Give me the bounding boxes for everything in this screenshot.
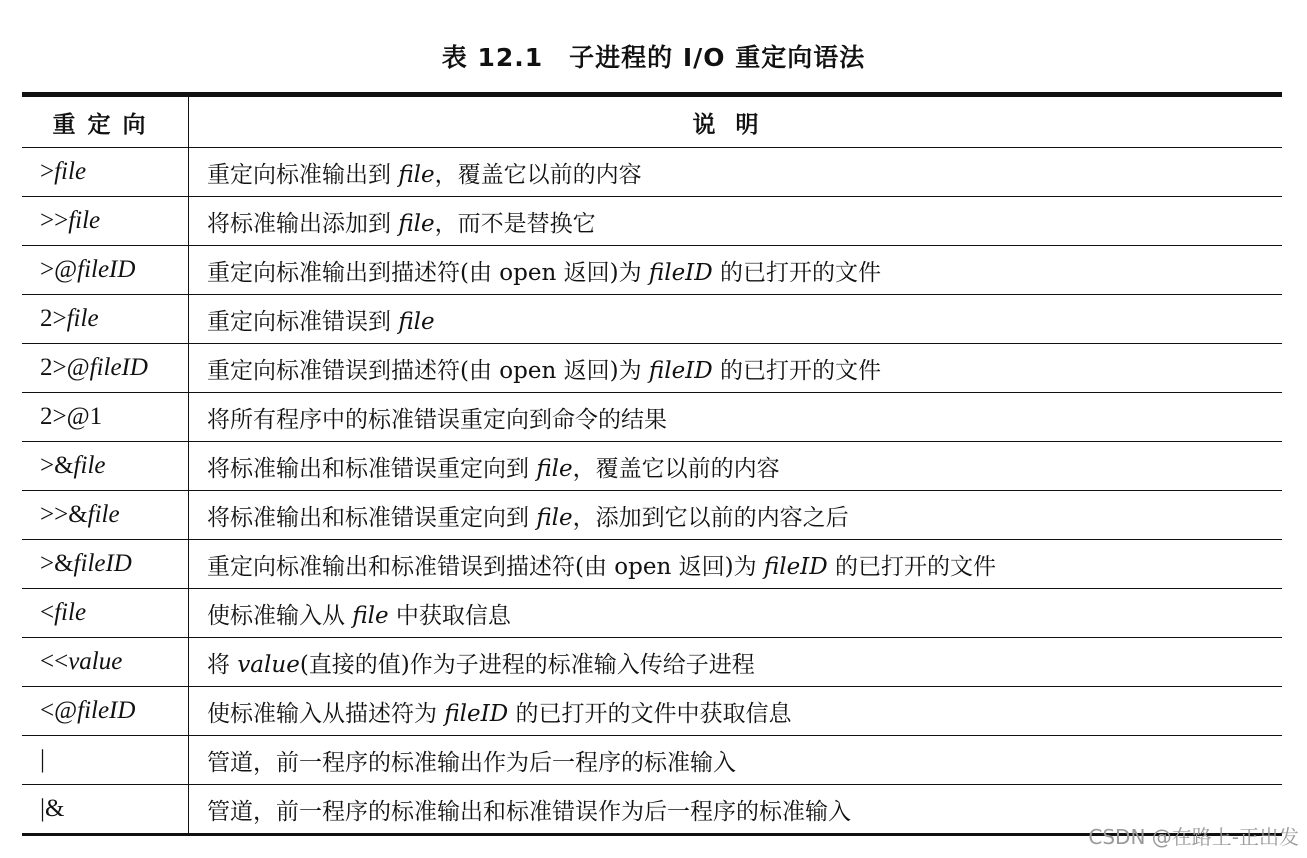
description-cell: 重定向标准错误到描述符(由 open 返回)为 fileID 的已打开的文件: [189, 344, 1283, 393]
redirect-cell: >file: [22, 148, 189, 197]
table-row: [22, 589, 1282, 638]
table-row: [22, 344, 1282, 393]
redirect-cell: 2>file: [22, 295, 189, 344]
table-row: [22, 197, 1282, 246]
redirect-cell: 2>@1: [22, 393, 189, 442]
description-cell: 使标准输入从描述符为 fileID 的已打开的文件中获取信息: [189, 687, 1283, 736]
redirect-cell: <@fileID: [22, 687, 189, 736]
description-cell: 重定向标准输出到描述符(由 open 返回)为 fileID 的已打开的文件: [189, 246, 1283, 295]
description-cell: 将标准输出和标准错误重定向到 file，添加到它以前的内容之后: [189, 491, 1283, 540]
table-row: [22, 687, 1282, 736]
header-redirect: 重定向: [22, 95, 189, 148]
description-cell: 管道，前一程序的标准输出作为后一程序的标准输入: [189, 736, 1283, 785]
description-cell: 将 value(直接的值)作为子进程的标准输入传给子进程: [189, 638, 1283, 687]
table-title: 表 12.1 子进程的 I/O 重定向语法: [441, 43, 866, 72]
redirect-cell: >&file: [22, 442, 189, 491]
redirect-cell: |: [22, 736, 189, 785]
table-row: [22, 736, 1282, 785]
redirection-table: [22, 92, 1282, 836]
table-row: [22, 295, 1282, 344]
table-row: [22, 442, 1282, 491]
description-cell: 重定向标准输出到 file，覆盖它以前的内容: [189, 148, 1283, 197]
redirect-cell: >&fileID: [22, 540, 189, 589]
redirect-cell: |&: [22, 785, 189, 835]
description-cell: 管道，前一程序的标准输出和标准错误作为后一程序的标准输入: [189, 785, 1283, 835]
description-cell: 将所有程序中的标准错误重定向到命令的结果: [189, 393, 1283, 442]
watermark: CSDN @在路上-正出发: [1088, 825, 1299, 849]
redirect-cell: <file: [22, 589, 189, 638]
description-cell: 重定向标准错误到 file: [189, 295, 1283, 344]
description-cell: 将标准输出添加到 file，而不是替换它: [189, 197, 1283, 246]
redirect-cell: <<value: [22, 638, 189, 687]
table-row: [22, 540, 1282, 589]
table-row: [22, 246, 1282, 295]
table-row: [22, 393, 1282, 442]
redirect-cell: >>&file: [22, 491, 189, 540]
table-row: [22, 148, 1282, 197]
table-row: [22, 638, 1282, 687]
header-row: [22, 95, 1282, 148]
table-row: [22, 491, 1282, 540]
description-cell: 使标准输入从 file 中获取信息: [189, 589, 1283, 638]
description-cell: 重定向标准输出和标准错误到描述符(由 open 返回)为 fileID 的已打开的文件: [189, 540, 1283, 589]
redirect-cell: >>file: [22, 197, 189, 246]
redirect-cell: 2>@fileID: [22, 344, 189, 393]
header-description: 说明: [189, 95, 1283, 148]
redirect-cell: >@fileID: [22, 246, 189, 295]
description-cell: 将标准输出和标准错误重定向到 file，覆盖它以前的内容: [189, 442, 1283, 491]
